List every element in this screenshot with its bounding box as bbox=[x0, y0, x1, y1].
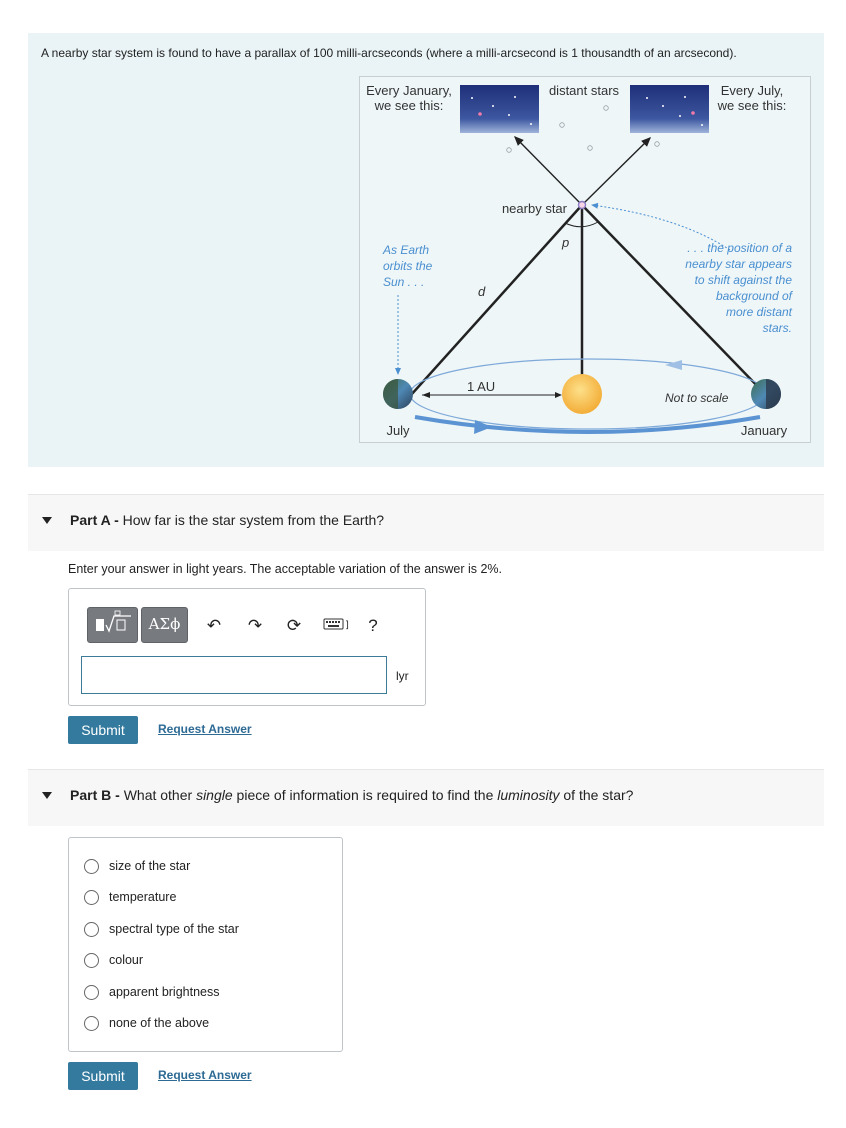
nearby-star-january-dot bbox=[478, 112, 482, 116]
label-distant-stars: distant stars bbox=[548, 83, 620, 98]
label-nearby-star: nearby star bbox=[501, 201, 567, 216]
choice-label: none of the above bbox=[109, 1016, 210, 1030]
part-b-request-answer-link[interactable]: Request Answer bbox=[158, 1068, 252, 1082]
label-position-5: more distant bbox=[725, 305, 792, 319]
label-every-january-2: we see this: bbox=[374, 98, 444, 113]
radio-button[interactable] bbox=[84, 1016, 99, 1031]
label-every-july-2: we see this: bbox=[717, 98, 787, 113]
part-b-submit-button[interactable]: Submit bbox=[68, 1062, 138, 1090]
label-as-earth-3: Sun . . . bbox=[383, 275, 425, 289]
part-a-title: Part A - How far is the star system from the Earth? bbox=[70, 512, 385, 528]
radio-button[interactable] bbox=[84, 922, 99, 937]
parallax-diagram-svg bbox=[360, 77, 810, 442]
problem-statement: A nearby star system is found to have a parallax of 100 milli-arcseconds (where a milli-arcsecond is 1 thousandth of an arcsecond). bbox=[41, 46, 737, 60]
label-not-to-scale: Not to scale bbox=[665, 391, 729, 405]
nearby-star bbox=[579, 202, 586, 209]
label-july: July bbox=[386, 423, 410, 438]
parallax-diagram bbox=[359, 76, 811, 443]
label-position-4: background of bbox=[715, 289, 792, 303]
label-january: January bbox=[740, 423, 788, 438]
keyboard-icon[interactable] bbox=[322, 615, 352, 637]
july-sky-view bbox=[630, 85, 709, 133]
radio-button[interactable] bbox=[84, 859, 99, 874]
part-a-request-answer-link[interactable]: Request Answer bbox=[158, 722, 252, 736]
label-position-1: . . . the position of a bbox=[687, 241, 792, 255]
choice-label: colour bbox=[109, 953, 144, 967]
math-template-icon bbox=[91, 610, 135, 638]
nearby-star-july-dot bbox=[691, 111, 695, 115]
undo-icon[interactable]: ↶ bbox=[206, 616, 222, 635]
radio-button[interactable] bbox=[84, 890, 99, 905]
label-position-6: stars. bbox=[762, 321, 792, 335]
label-as-earth-2: orbits the bbox=[383, 259, 433, 273]
radio-button[interactable] bbox=[84, 985, 99, 1000]
label-position-2: nearby star appears bbox=[685, 257, 792, 271]
math-template-button[interactable] bbox=[87, 607, 138, 643]
choice-label: spectral type of the star bbox=[109, 922, 239, 936]
unit-label: lyr bbox=[396, 669, 409, 683]
greek-symbols-button[interactable]: ΑΣϕ bbox=[141, 607, 188, 643]
answer-input[interactable] bbox=[81, 656, 387, 694]
label-d: d bbox=[478, 284, 486, 299]
label-1-au: 1 AU bbox=[467, 379, 496, 394]
sun bbox=[562, 374, 602, 414]
label-p: p bbox=[562, 235, 570, 250]
choice-label: apparent brightness bbox=[109, 985, 220, 999]
label-every-july-1: Every July, bbox=[720, 83, 784, 98]
label-every-january-1: Every January, bbox=[366, 83, 452, 98]
answer-choices bbox=[68, 837, 343, 1052]
collapse-triangle-icon[interactable] bbox=[42, 517, 52, 524]
radio-button[interactable] bbox=[84, 953, 99, 968]
help-button[interactable]: ? bbox=[368, 616, 378, 635]
part-a-header[interactable] bbox=[28, 494, 824, 551]
svg-text:]: ] bbox=[345, 620, 349, 631]
sightline-january bbox=[515, 137, 582, 205]
collapse-triangle-icon[interactable] bbox=[42, 792, 52, 799]
choice-label: temperature bbox=[109, 890, 177, 904]
reset-icon[interactable]: ⟳ bbox=[286, 616, 302, 635]
label-as-earth-1: As Earth bbox=[383, 243, 430, 257]
label-position-3: to shift against the bbox=[694, 273, 792, 287]
part-b-title: Part B - What other single piece of information is required to find the luminosity of the star? bbox=[70, 787, 634, 803]
problem-intro bbox=[28, 33, 824, 467]
orbit-direction-arrow-top bbox=[665, 360, 682, 370]
part-a-submit-button[interactable]: Submit bbox=[68, 716, 138, 744]
answer-editor bbox=[68, 588, 426, 706]
redo-icon[interactable]: ↷ bbox=[247, 616, 263, 635]
part-b-header[interactable] bbox=[28, 769, 824, 826]
january-sky-view bbox=[460, 85, 539, 133]
distance-line-left bbox=[411, 205, 582, 395]
part-a-instruction: Enter your answer in light years. The acceptable variation of the answer is 2%. bbox=[68, 562, 503, 576]
choice-label: size of the star bbox=[109, 859, 191, 873]
